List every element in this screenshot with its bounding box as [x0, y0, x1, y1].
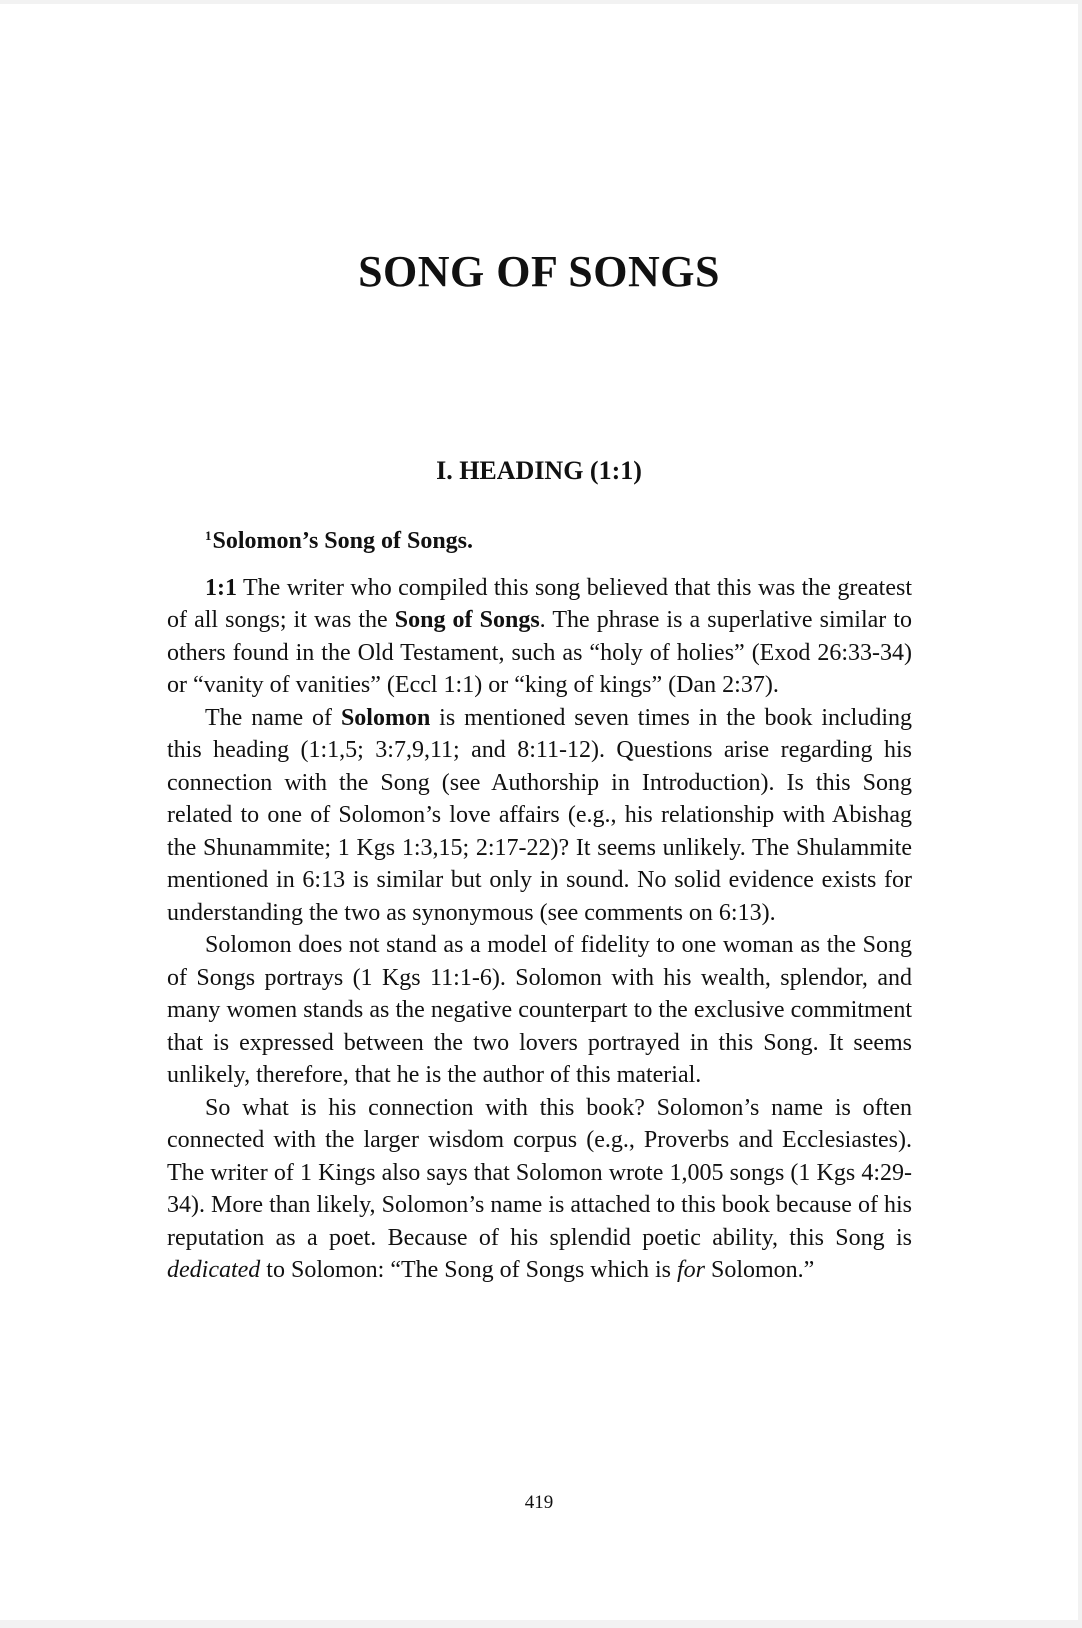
- paragraph-1: [167, 572, 912, 702]
- commentary-body: [167, 520, 912, 1287]
- emphasis-term: Solomon: [340, 704, 431, 731]
- paragraph-text: Solomon.”: [704, 1257, 815, 1283]
- italic-term: dedicated: [167, 1257, 261, 1283]
- paragraph-4: [167, 1092, 912, 1287]
- verse-reference: 1:1: [205, 574, 237, 601]
- paragraph-3: Solomon does not stand as a model of fidelity to one woman as the Song of Songs portrays (1 Kgs 11:1-6). Solomon with his wealth, splendor, and many women stands as the negative counterpart to the exclusive commitment that is expressed between the two lovers portrayed in this Song. It seems unlikely, therefore, that he is the author of this material.: [167, 932, 912, 1088]
- emphasis-term: Song of Songs: [394, 607, 540, 633]
- paragraph-text: So what is his connection with this book? Solomon’s name is often connected with the larger wisdom corpus (e.g., Proverbs and Ecclesiastes). The writer of 1 Kings also says that Solomon wrote 1,005 songs (1 Kgs 4:29-34). More than likely, Solomon’s name is attached to this book because of his reputation as a poet. Because of his splendid poetic ability, this Song is: [167, 1094, 912, 1251]
- paragraph-text: to Solomon: “The Song of Songs which is: [260, 1257, 677, 1283]
- verse-text: [205, 520, 912, 558]
- verse-content: Solomon’s Song of Songs.: [212, 528, 474, 554]
- book-page: [0, 4, 1078, 1620]
- paragraph-2: [167, 702, 912, 930]
- paragraph-text: is mentioned seven times in the book including this heading (1:1,5; 3:7,9,11; and 8:11-12). Questions arise regarding his connection with the Song (see Authorship in Introduction). Is this Song related to one of Solomon’s love affairs (e.g., his relationship with Abishag the Shunammite; 1 Kgs 1:3,15; 2:17-22)? It seems unlikely. The Shulammite mentioned in 6:13 is similar but only in sound. No solid evidence exists for understanding the two as synonymous (see comments on 6:13).: [167, 704, 912, 926]
- paragraph-text: The name of: [205, 704, 341, 731]
- italic-term: for: [676, 1257, 705, 1283]
- book-title: SONG OF SONGS: [358, 247, 720, 296]
- page-number: 419: [524, 1492, 554, 1513]
- paragraph-text: . The phrase is a superlative similar to others found in the Old Testament, such as “holy of holies” (Exod 26:33-34) or “vanity of vanities” (Eccl 1:1) or “king of kings” (Dan 2:37).: [167, 607, 913, 698]
- section-heading: I. HEADING (1:1): [436, 456, 642, 485]
- verse-number: 1: [205, 528, 212, 543]
- paragraph-text: The writer who compiled this song believed that this was the greatest of all songs; it was the: [167, 574, 912, 633]
